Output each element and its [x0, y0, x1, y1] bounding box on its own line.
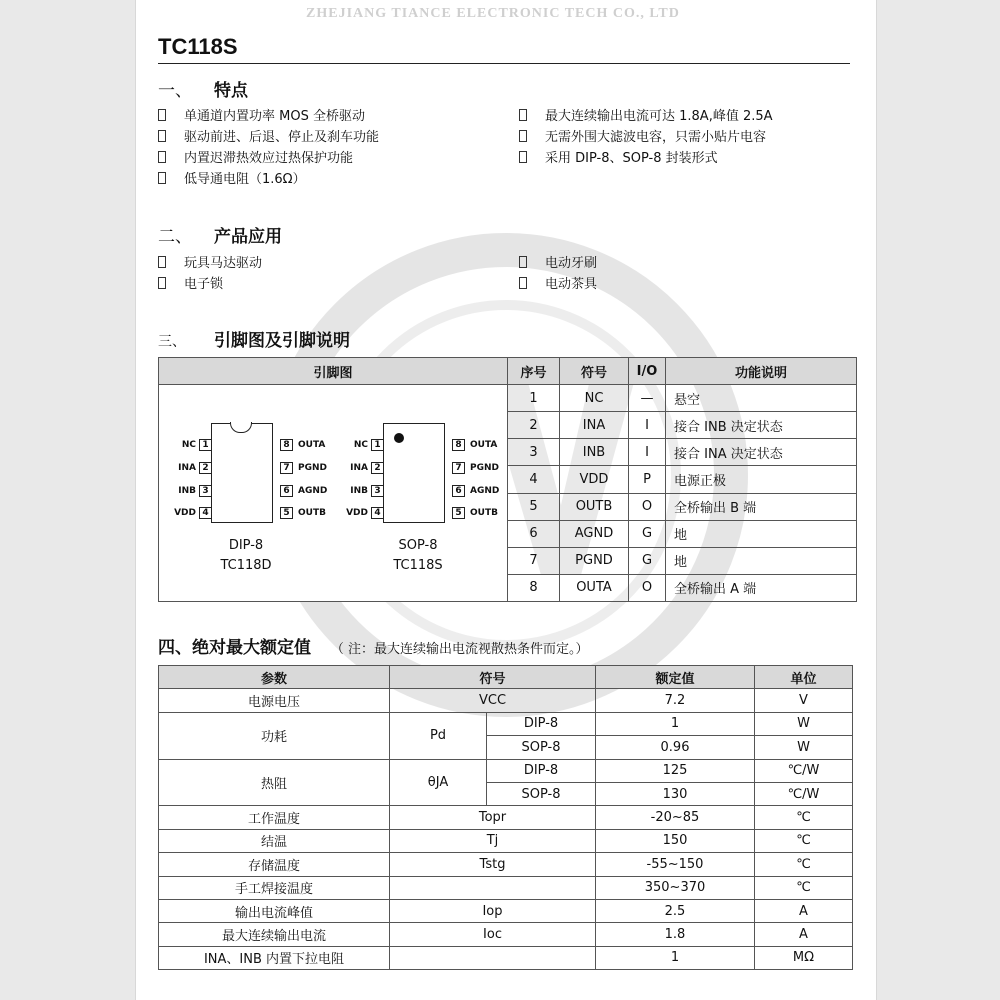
dip8-part-name: TC118D [220, 558, 272, 573]
section-features-heading: 一、 特点 [158, 81, 248, 101]
list-item: 电动牙刷 [519, 253, 597, 274]
section-pinout-title: 引脚图及引脚说明 [214, 331, 350, 351]
th-unit: 单位 [755, 666, 853, 689]
pin-function-cell: 全桥输出 B 端 [666, 493, 857, 520]
th-io: I/O [629, 358, 666, 385]
bullet-box-icon [519, 151, 527, 163]
table-row: 电源电压 VCC 7.2 V [159, 689, 853, 712]
pin-number-cell: 5 [508, 493, 560, 520]
pin-row: INB 3 6 AGND [178, 486, 328, 496]
bullet-box-icon [158, 256, 166, 268]
table-row: 结温 Tj 150 ℃ [159, 829, 853, 852]
bullet-box-icon [158, 151, 166, 163]
pin-io-cell: I [629, 439, 666, 466]
features-list-left [158, 106, 379, 190]
pin-row: INB 3 6 AGND [350, 486, 500, 496]
th-parameter: 参数 [159, 666, 390, 689]
bullet-box-icon [158, 109, 166, 121]
pin-symbol-cell: OUTB [560, 493, 629, 520]
list-item: 采用 DIP-8、SOP-8 封装形式 [519, 148, 773, 169]
pin-number-cell: 8 [508, 574, 560, 601]
pin-function-cell: 悬空 [666, 385, 857, 412]
applications-list-left [158, 253, 262, 295]
list-item: 最大连续输出电流可达 1.8A,峰值 2.5A [519, 106, 773, 127]
pin-symbol-cell: NC [560, 385, 629, 412]
pin-symbol-cell: OUTA [560, 574, 629, 601]
table-row: 输出电流峰值 Iop 2.5 A [159, 899, 853, 922]
dip8-package-diagram [161, 385, 331, 575]
pin-io-cell: O [629, 493, 666, 520]
pin-symbol-cell: INB [560, 439, 629, 466]
bullet-box-icon [519, 277, 527, 289]
datasheet-page [135, 0, 877, 1000]
bullet-box-icon [158, 172, 166, 184]
table-row: 工作温度 Topr -20~85 ℃ [159, 806, 853, 829]
pin-function-cell: 接合 INB 决定状态 [666, 412, 857, 439]
pin-number-cell: 1 [508, 385, 560, 412]
table-row: 手工焊接温度 350~370 ℃ [159, 876, 853, 899]
table-row: INA、INB 内置下拉电阻 1 MΩ [159, 946, 853, 969]
table-header-row [159, 358, 857, 385]
section-ratings-heading: 四、绝对最大额定值 （ 注：最大连续输出电流视散热条件而定。） [158, 638, 589, 658]
list-item: 驱动前进、后退、停止及刹车功能 [158, 127, 379, 148]
table-row: 存储温度 Tstg -55~150 ℃ [159, 853, 853, 876]
bullet-box-icon [158, 130, 166, 142]
header-company-text: ZHEJIANG TIANCE ELECTRONIC TECH CO., LTD [306, 6, 680, 21]
pin-io-cell: I [629, 412, 666, 439]
th-symbol: 符号 [390, 666, 596, 689]
table-row: 功耗 Pd DIP-8 1 W [159, 712, 853, 735]
sop8-package-diagram [333, 385, 503, 575]
th-symbol: 符号 [560, 358, 629, 385]
pin-symbol-cell: VDD [560, 466, 629, 493]
list-item: 玩具马达驱动 [158, 253, 262, 274]
pin-number-cell: 3 [508, 439, 560, 466]
pin-number-cell: 7 [508, 547, 560, 574]
pin-number-cell: 2 [508, 412, 560, 439]
pin-symbol-cell: AGND [560, 520, 629, 547]
title-divider [158, 63, 850, 64]
pin-number-cell: 6 [508, 520, 560, 547]
pin-row: NC 1 8 OUTA [181, 440, 326, 450]
section-ratings-note: （ 注：最大连续输出电流视散热条件而定。） [330, 642, 589, 657]
dip8-package-name: DIP-8 [228, 538, 264, 553]
bullet-box-icon [519, 130, 527, 142]
list-item: 低导通电阻（1.6Ω） [158, 169, 379, 190]
th-pin-number: 序号 [508, 358, 560, 385]
pin-number-cell: 4 [508, 466, 560, 493]
pin-io-cell: G [629, 520, 666, 547]
section-pinout-heading: 三、 引脚图及引脚说明 [158, 331, 350, 351]
pin-row: INA 2 7 PGND [350, 463, 499, 473]
pin-row: NC 1 8 OUTA [353, 440, 498, 450]
features-list-right [519, 106, 773, 169]
pin-function-cell: 地 [666, 520, 857, 547]
pin-function-cell: 全桥输出 A 端 [666, 574, 857, 601]
pin-io-cell: G [629, 547, 666, 574]
sop8-part-name: TC118S [393, 558, 443, 573]
pin-symbol-cell: PGND [560, 547, 629, 574]
list-item: 电子锁 [158, 274, 262, 295]
bullet-box-icon [158, 277, 166, 289]
pin-diagram-cell [159, 385, 508, 602]
section-applications-title: 产品应用 [214, 227, 282, 247]
pin-function-cell: 地 [666, 547, 857, 574]
list-item: 电动茶具 [519, 274, 597, 295]
table-row: 最大连续输出电流 Ioc 1.8 A [159, 923, 853, 946]
th-function: 功能说明 [666, 358, 857, 385]
bullet-box-icon [519, 109, 527, 121]
pin-io-cell: P [629, 466, 666, 493]
th-pin-diagram: 引脚图 [159, 358, 508, 385]
list-item: 单通道内置功率 MOS 全桥驱动 [158, 106, 379, 127]
table-row: SOP-8 130 ℃/W [159, 782, 853, 805]
pin-function-cell: 接合 INA 决定状态 [666, 439, 857, 466]
th-rated-value: 额定值 [596, 666, 755, 689]
pin-description-table [158, 357, 857, 602]
pin-io-cell: O [629, 574, 666, 601]
list-item: 内置迟滞热效应过热保护功能 [158, 148, 379, 169]
table-row [159, 385, 857, 412]
absolute-max-ratings-table [158, 665, 853, 970]
document-title: TC118S [158, 34, 238, 59]
section-features-title: 特点 [214, 81, 248, 101]
list-item: 无需外围大滤波电容，只需小贴片电容 [519, 127, 773, 148]
dip8-notch-icon [230, 422, 252, 433]
bullet-box-icon [519, 256, 527, 268]
pin-row: VDD 4 5 OUTB [174, 508, 326, 518]
table-row: SOP-8 0.96 W [159, 736, 853, 759]
pin-function-cell: 电源正极 [666, 466, 857, 493]
pin-row: VDD 4 5 OUTB [346, 508, 498, 518]
sop8-package-name: SOP-8 [398, 538, 438, 553]
pin-symbol-cell: INA [560, 412, 629, 439]
table-header-row [159, 666, 853, 689]
table-row: 热阻 θJA DIP-8 125 ℃/W [159, 759, 853, 782]
pin-io-cell: — [629, 385, 666, 412]
section-applications-heading: 二、 产品应用 [158, 227, 282, 247]
pin-row: INA 2 7 PGND [178, 463, 327, 473]
applications-list-right [519, 253, 597, 295]
section-ratings-title: 绝对最大额定值 [192, 638, 311, 658]
